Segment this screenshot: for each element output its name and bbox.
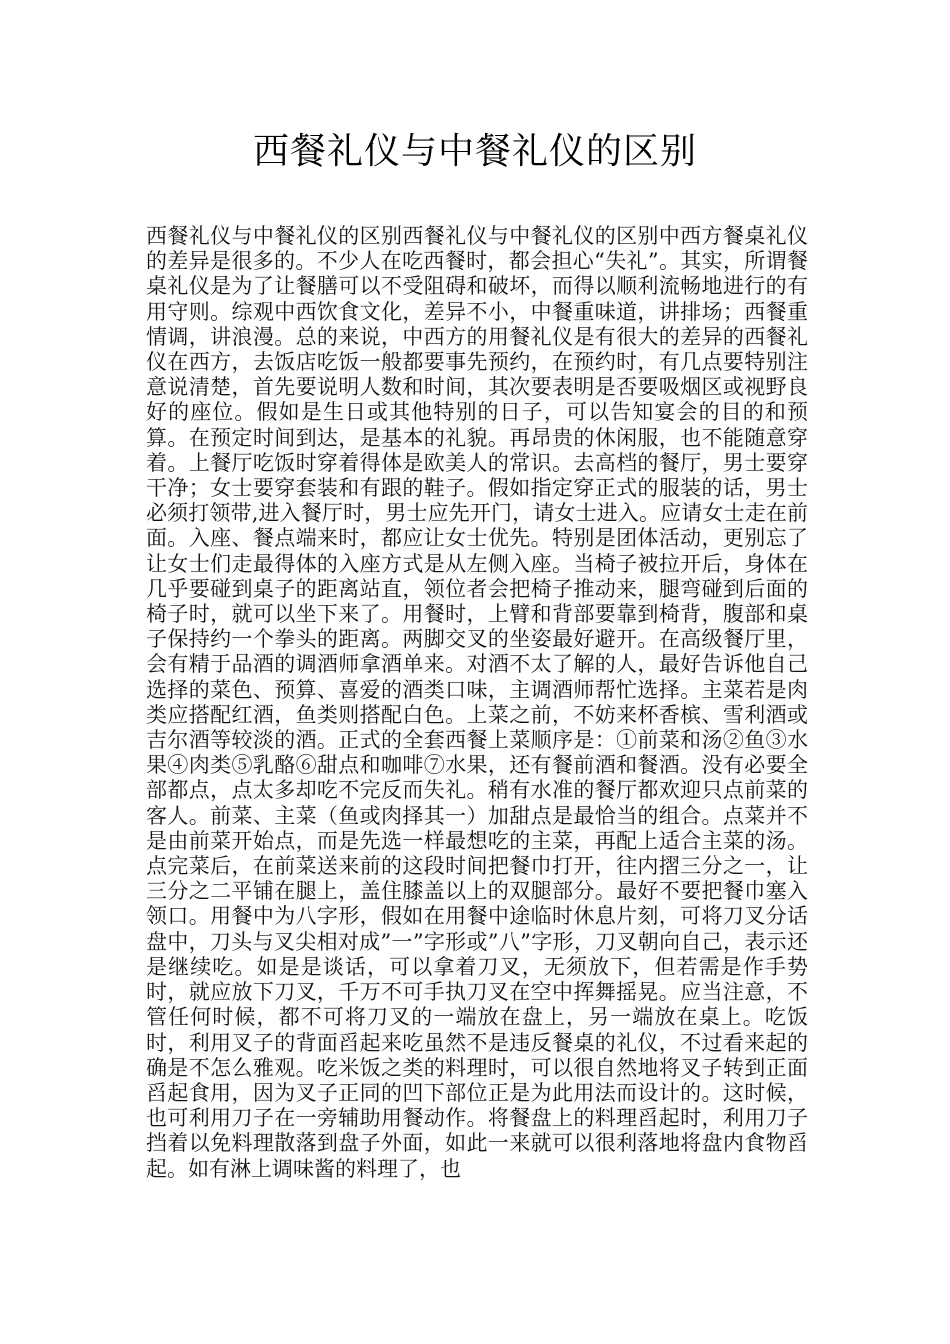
body-paragraph: 西餐礼仪与中餐礼仪的区别西餐礼仪与中餐礼仪的区别中西方餐桌礼仪的差异是很多的。不少人在吃西餐时，都会担心“失礼”。其实，所谓餐桌礼仪是为了让餐膳可以不受阻碍和破坏，而得以顺利流畅地进行的有用守则。综观中西饮食文化，差异不小，中餐重味道，讲排场；西餐重情调，讲浪漫。总的来说，中西方的用餐礼仪是有很大的差异的西餐礼仪在西方，去饭店吃饭一般都要事先预约，在预约时，有几点要特别注意说清楚，首先要说明人数和时间，其次要表明是否要吸烟区或视野良好的座位。假如是生日或其他特别的日子，可以告知宴会的目的和预算。在预定时间到达，是基本的礼貌。再昂贵的休闲服，也不能随意穿着。上餐厅吃饭时穿着得体是欧美人的常识。去高档的餐厅，男士要穿干净；女士要穿套装和有跟的鞋子。假如指定穿正式的服装的话，男士必须打领带,进入餐厅时，男士应先开门，请女士进入。应请女士走在前面。入座、餐点端来时，都应让女士优先。特别是团体活动，更别忘了让女士们走最得体的入座方式是从左侧入座。当椅子被拉开后，身体在几乎要碰到桌子的距离站直，领位者会把椅子推动来，腿弯碰到后面的椅子时，就可以坐下来了。用餐时，上臂和背部要靠到椅背，腹部和桌子保持约一个拳头的距离。两脚交叉的坐姿最好避开。在高级餐厅里，会有精于品酒的调酒师拿酒单来。对酒不太了解的人，最好告诉他自己选择的菜色、预算、喜爱的酒类口味，主调酒师帮忙选择。主菜若是肉类应搭配红酒，鱼类则搭配白色。上菜之前，不妨来杯香槟、雪利酒或吉尔酒等较淡的酒。正式的全套西餐上菜顺序是：①前菜和汤②鱼③水果④肉类⑤乳酪⑥甜点和咖啡⑦水果，还有餐前酒和餐酒。没有必要全部都点，点太多却吃不完反而失礼。稍有水准的餐厅都欢迎只点前菜的客人。前菜、主菜（鱼或肉择其一）加甜点是最恰当的组合。点菜并不是由前菜开始点，而是先选一样最想吃的主菜，再配上适合主菜的汤。点完菜后，在前菜送来前的这段时间把餐巾打开，往内摺三分之一，让三分之二平铺在腿上，盖住膝盖以上的双腿部分。最好不要把餐巾塞入领口。用餐中为八字形，假如在用餐中途临时休息片刻，可将刀叉分话盘中，刀头与叉尖相对成”一”字形或”八”字形，刀叉朝向自己，表示还是继续吃。如是是谈话，可以拿着刀叉，无须放下，但若需是作手势时，就应放下刀叉，千万不可手执刀叉在空中挥舞摇晃。应当注意，不管任何时候，都不可将刀叉的一端放在盘上，另一端放在桌上。吃饭时，利用叉子的背面舀起来吃虽然不是违反餐桌的礼仪，不过看来起的确是不怎么雅观。吃米饭之类的料理时，可以很自然地将叉子转到正面舀起食用，因为叉子正同的凹下部位正是为此用法而设计的。这时候，也可利用刀子在一旁辅助用餐动作。将餐盘上的料理舀起时，利用刀子挡着以免料理散落到盘子外面，如此一来就可以很利落地将盘内食物舀起。如有淋上调味酱的料理了，也 (146, 224, 808, 1181)
page-title: 西餐礼仪与中餐礼仪的区别 (252, 131, 697, 172)
